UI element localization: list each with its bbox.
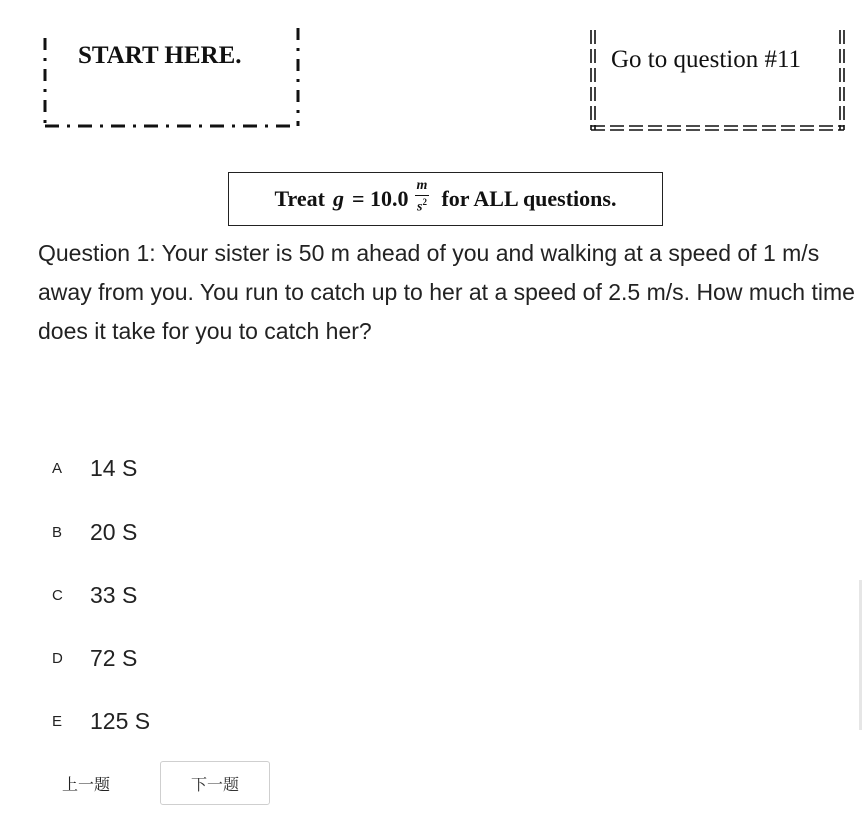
note-equals: = 10.0	[352, 186, 409, 211]
option-text: 72 S	[90, 644, 138, 671]
goto-question-label: Go to question #11	[611, 46, 802, 73]
option-c[interactable]	[38, 573, 538, 617]
unit-denominator-wrap	[417, 196, 427, 215]
option-b[interactable]	[38, 510, 538, 554]
option-e[interactable]	[38, 699, 538, 743]
gravity-note	[228, 172, 663, 226]
next-question-button[interactable]: 下一题	[160, 761, 270, 805]
goto-question-box	[586, 26, 850, 134]
option-d[interactable]	[38, 636, 538, 680]
goto-box-border	[586, 26, 852, 134]
option-letter: D	[52, 649, 63, 667]
note-prefix: Treat	[274, 186, 325, 211]
option-letter: B	[52, 523, 63, 541]
option-a[interactable]	[38, 446, 538, 490]
option-text: 125 S	[90, 707, 151, 734]
option-letter: A	[52, 459, 63, 477]
question-text: Question 1: Your sister is 50 m ahead of you and walking at a speed of 1 m/s away from you. You run to catch up to her at a speed of 2.5 m/s. How much time does it take for you to catch her?	[38, 240, 855, 344]
option-text: 14 S	[90, 454, 138, 481]
note-suffix: for ALL questions.	[441, 186, 617, 211]
unit-exponent: 2	[422, 197, 427, 208]
unit-numerator: m	[415, 179, 430, 196]
start-here-label: START HERE.	[78, 42, 242, 69]
option-text: 33 S	[90, 581, 138, 608]
option-letter: C	[52, 586, 63, 604]
unit-denominator: s	[417, 199, 423, 215]
start-here-box	[42, 26, 300, 128]
previous-question-button[interactable]: 上一题	[62, 774, 111, 794]
option-letter: E	[52, 712, 63, 730]
unit-fraction	[415, 179, 430, 215]
note-variable: g	[333, 186, 344, 211]
option-text: 20 S	[90, 518, 138, 545]
